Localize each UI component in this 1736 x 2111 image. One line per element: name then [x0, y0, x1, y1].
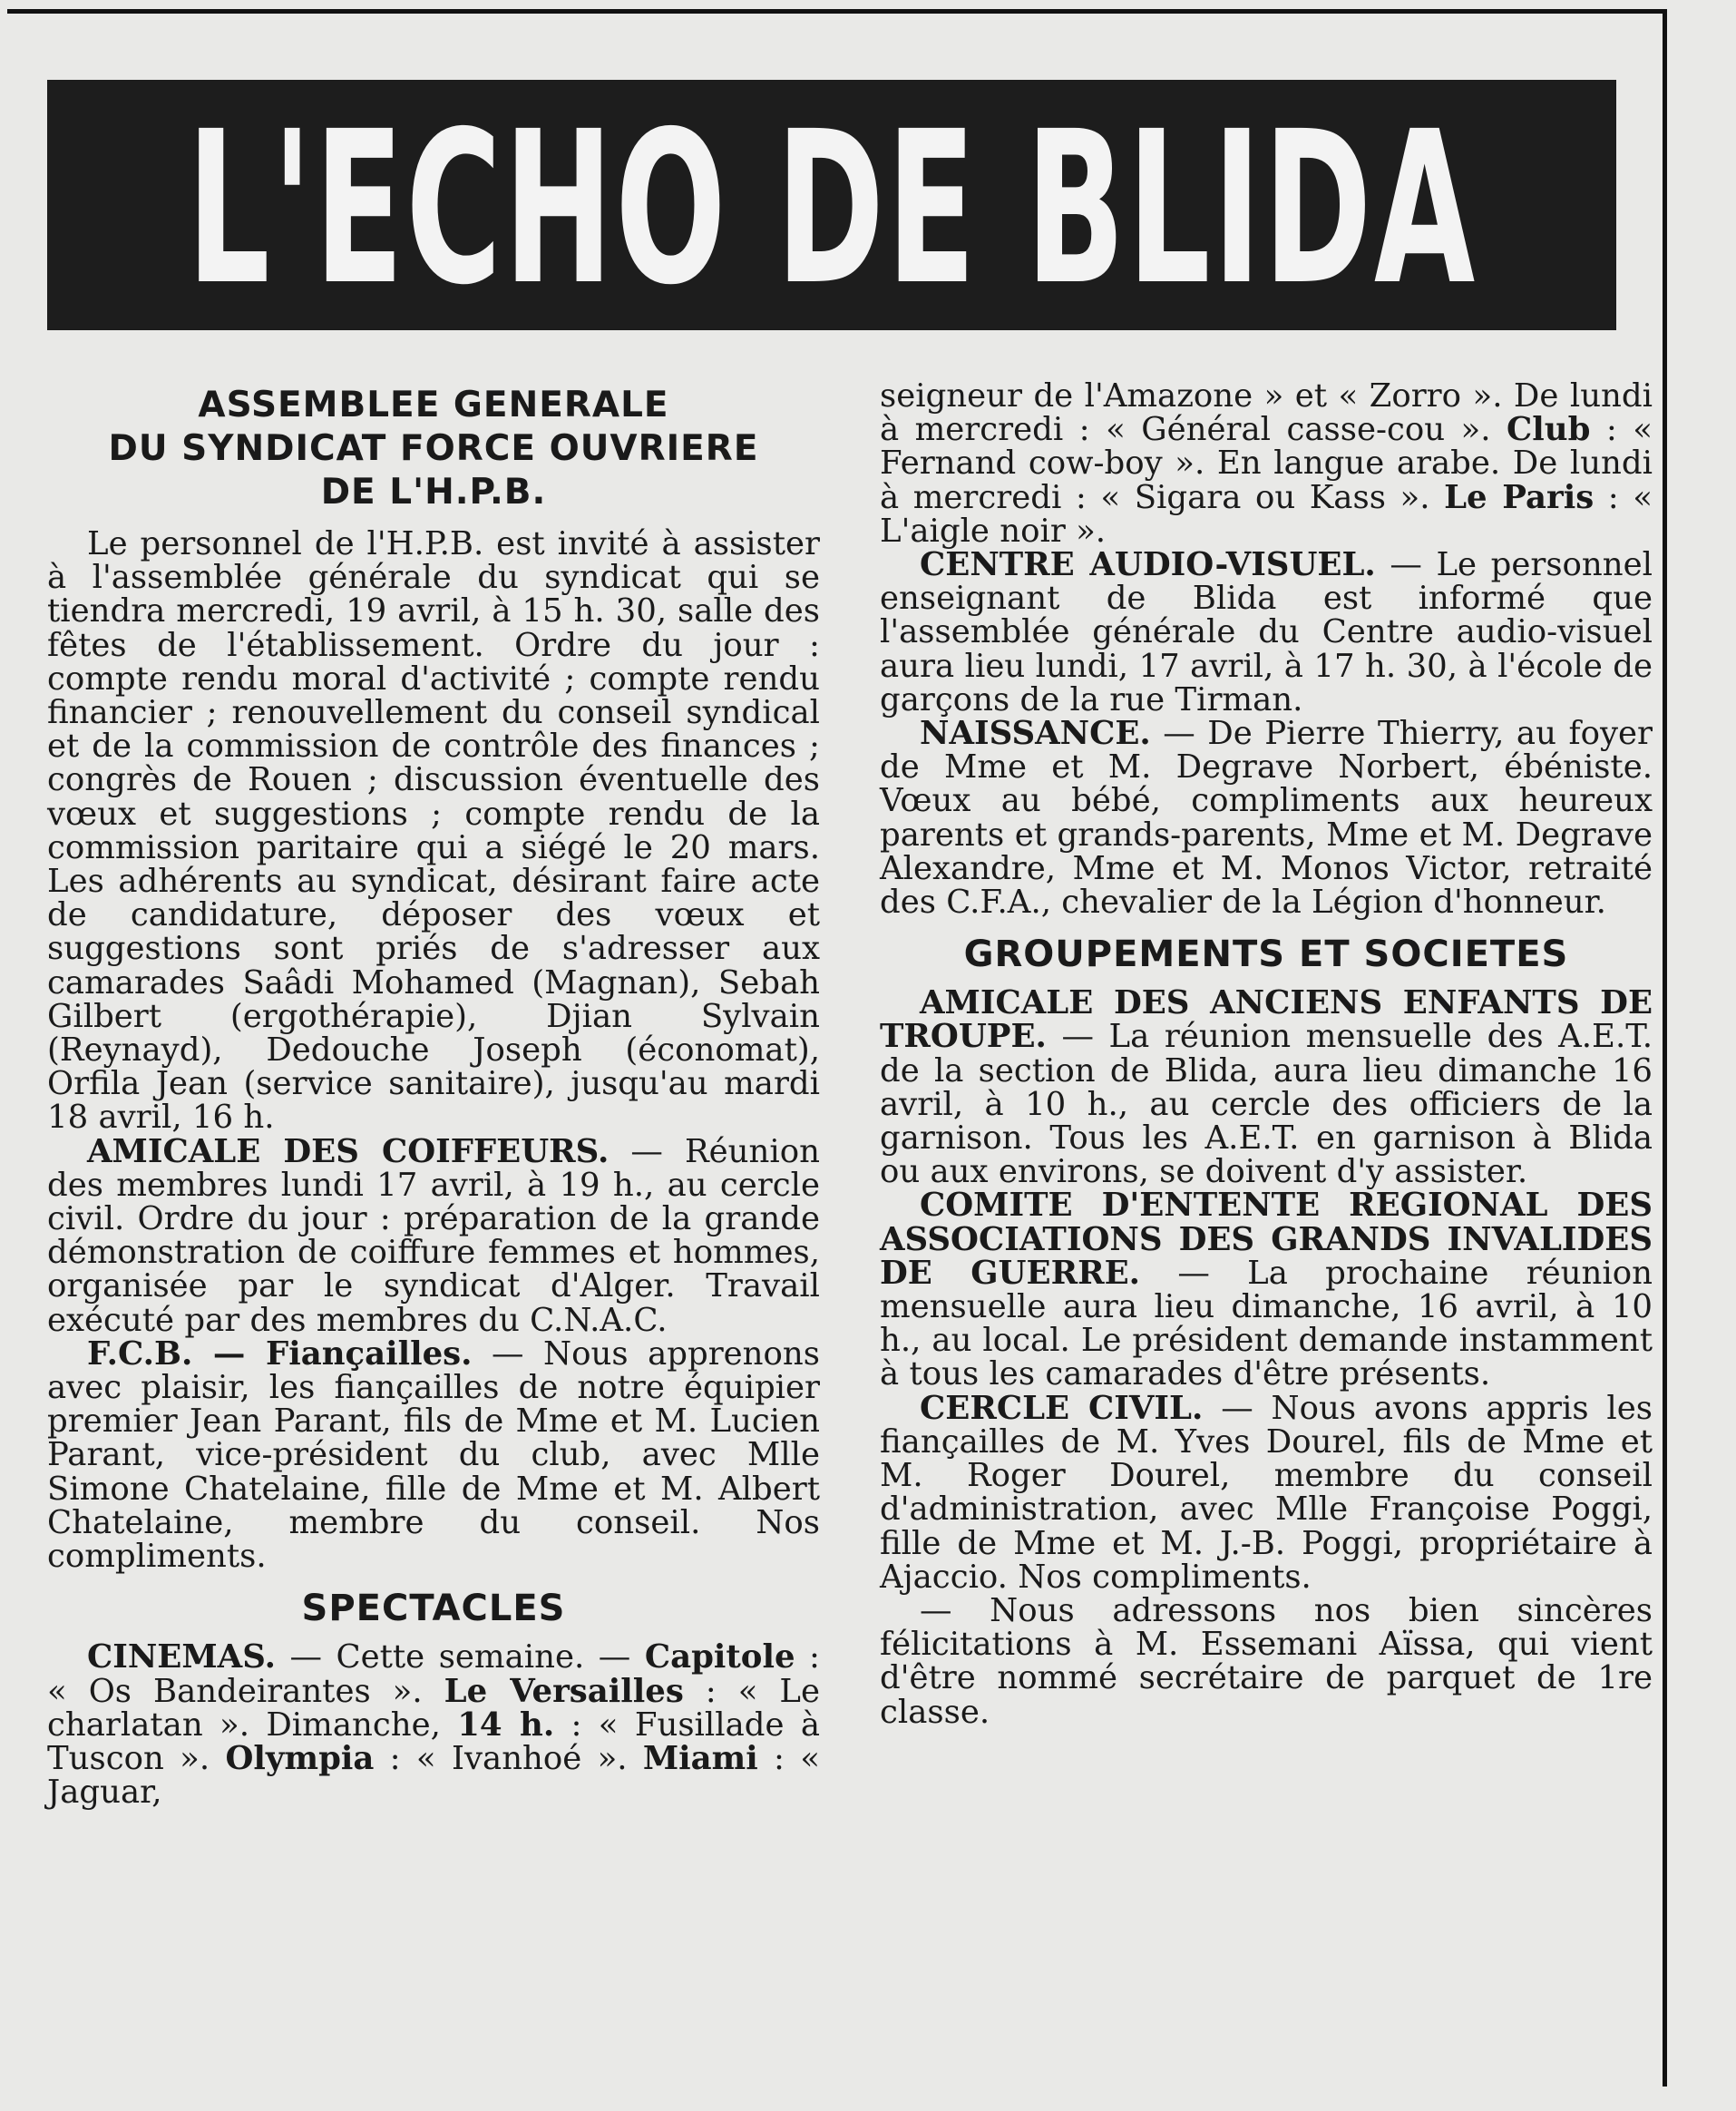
- assembly-paragraph: Le personnel de l'H.P.B. est invité à assister à l'assemblée générale du syndicat qui se tiendra mercredi, 19 avril, à 15 h. 30, salle des fêtes de l'établissement. Ordre du jour : compte rendu moral d'activité ; compte rendu financier ; renouvellement du conseil syndical et de la commission de contrôle des finances ; congrès de Rouen ; discussion éventuelle des vœux et suggestions ; compte rendu de la commission paritaire qui a siégé le 20 mars. Les adhérents au syndicat, désirant faire acte de candidature, déposer des vœux et suggestions sont priés de s'adresser aux camarades Saâdi Mohamed (Magnan), Sebah Gilbert (ergothérapie), Djian Sylvain (Reynayd), Dedouche Joseph (économat), Orfila Jean (service sanitaire), jusqu'au mardi 18 avril, 16 h.: [47, 525, 820, 1137]
- aet-paragraph: AMICALE DES ANCIENS ENFANTS DE TROUPE. — La réunion mensuelle des A.E.T. de la section de Blida, aura lieu dimanche 16 avril, à 10 h., au cercle des officiers de la garnison. Tous les A.E.T. en garnison à Blida ou aux environs, se doivent d'y assister.: [880, 984, 1653, 1191]
- naissance-paragraph: NAISSANCE. — De Pierre Thierry, au foyer de Mme et M. Degrave Norbert, ébéniste. Vœux au bébé, compliments aux heureux parents et grands-parents, Mme et M. Degrave Alexandre, Mme et M. Monos Victor, retraité des C.F.A., chevalier de la Légion d'honneur.: [880, 715, 1653, 922]
- right-rule: [1663, 9, 1667, 2087]
- headline-line-3: DE L'H.P.B.: [320, 472, 547, 513]
- groupements-heading: GROUPEMENTS ET SOCIETES: [963, 933, 1569, 976]
- cinemas-continued: seigneur de l'Amazone » et « Zorro ». De lundi à mercredi : « Général casse-cou ». Club : « Fernand cow-boy ». En langue arabe. De lundi à mercredi : « Sigara ou Kass ». Le Paris : « L'aigle noir ».: [880, 377, 1653, 550]
- headline-line-2: DU SYNDICAT FORCE OUVRIERE: [108, 428, 759, 469]
- invalides-paragraph: COMITE D'ENTENTE REGIONAL DES ASSOCIATIONS DES GRANDS INVALIDES DE GUERRE. — La prochaine réunion mensuelle aura lieu dimanche, 16 avril, à 10 h., au local. Le président demande instamment à tous les camarades d'être présents.: [880, 1187, 1653, 1393]
- left-column: [47, 376, 821, 1812]
- coiffeurs-paragraph: AMICALE DES COIFFEURS. — Réunion des membres lundi 17 avril, à 19 h., au cercle civil. Ordre du jour : préparation de la grande démonstration de coiffure femmes et hommes, organisée par le syndicat d'Alger. Travail exécuté par des membres du C.N.A.C.: [47, 1132, 820, 1339]
- article-headline: [47, 384, 820, 514]
- masthead-title: L'ECHO DE BLIDA: [186, 86, 1478, 331]
- top-rule: [7, 9, 1667, 14]
- felicitations-paragraph: — Nous adressons nos bien sincères félicitations à M. Essemani Aïssa, qui vient d'être nommé secrétaire de parquet de 1re classe.: [880, 1591, 1653, 1731]
- headline-line-1: ASSEMBLEE GENERALE: [198, 385, 669, 425]
- cercle-civil-paragraph: CERCLE CIVIL. — Nous avons appris les fiançailles de M. Yves Dourel, fils de Mme et M. Roger Dourel, membre du conseil d'administration, avec Mlle Françoise Poggi, fille de Mme et M. J.-B. Poggi, propriétaire à Ajaccio. Nos compliments.: [880, 1389, 1653, 1596]
- masthead-banner: [47, 80, 1616, 330]
- right-column: [880, 379, 1653, 1729]
- cinemas-paragraph: CINEMAS. — Cette semaine. — Capitole : « Os Bandeirantes ». Le Versailles : « Le charlatan ». Dimanche, 14 h. : « Fusillade à Tuscon ». Olympia : « Ivanhoé ». Miami : « Jaguar,: [47, 1638, 821, 1812]
- spectacles-heading: SPECTACLES: [301, 1588, 566, 1630]
- audio-visuel-paragraph: CENTRE AUDIO-VISUEL. — Le personnel enseignant de Blida est informé que l'assemblée générale du Centre audio-visuel aura lieu lundi, 17 avril, à 17 h. 30, à l'école de garçons de la rue Tirman.: [880, 546, 1653, 718]
- fcb-paragraph: F.C.B. — Fiançailles. — Nous apprenons avec plaisir, les fiançailles de notre équipier premier Jean Parant, fils de Mme et M. Lucien Parant, vice-président du club, avec Mlle Simone Chatelaine, fille de Mme et M. Albert Chatelaine, membre du conseil. Nos compliments.: [47, 1334, 820, 1576]
